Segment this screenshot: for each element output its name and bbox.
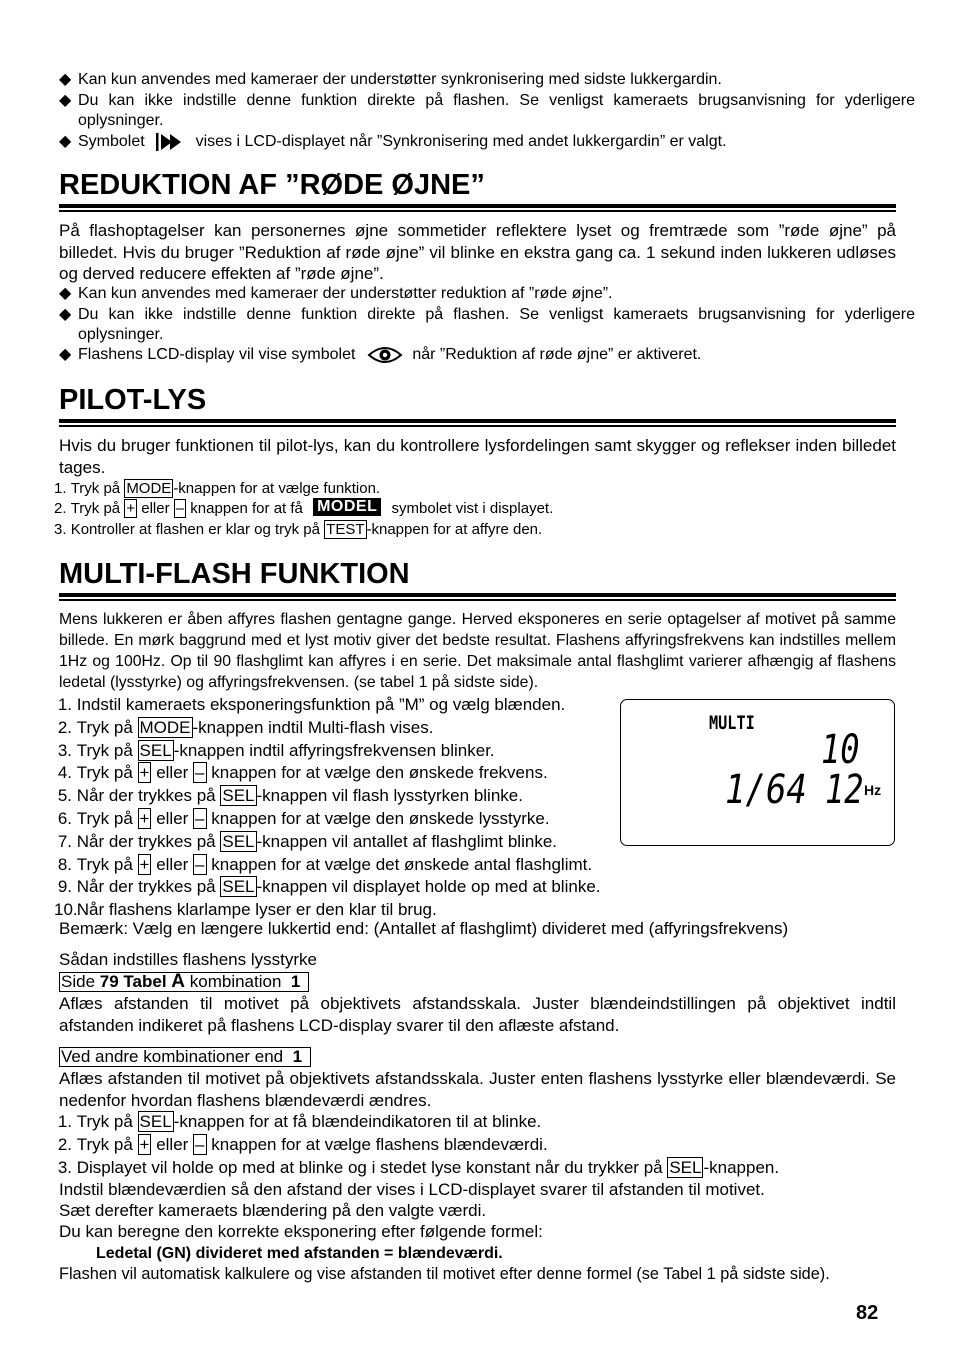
step-text: -knappen.	[703, 1157, 780, 1177]
lcd-mode-label: MULTI	[709, 712, 755, 734]
step-number: 4.	[57, 763, 72, 783]
power-heading: Sådan indstilles flashens lysstyrke	[59, 950, 317, 969]
step-number: 1.	[57, 695, 72, 714]
step-text: -knappen indtil Multi-flash vises.	[192, 717, 434, 737]
step-text: Tryk på	[76, 1134, 133, 1154]
multi-paragraph: Mens lukkeren er åben affyres flashen gentagne gange. Herved eksponeres en serie optagelser af motivet på samme billede. En mørk baggrund med et lyst motiv giver det bedste resultat. Flashens affyringsfrekvens kan indstilles mellem 1Hz og 100Hz. Op til 90 flashglimt kan affyres i en serie. Det maksimale antal flashglimt varierer afhængig af flashens ledetal (lysstyrke) og affyringsfrekvensen. (se tabel 1 på sidste side).	[59, 611, 896, 691]
rear-curtain-sync-icon	[155, 132, 187, 152]
diamond-bullet-icon: ◆	[59, 92, 72, 109]
lcd-flash-count: 10	[821, 727, 860, 773]
bullet-item: ◆ Du kan ikke indstille denne funktion direkte på flashen. Se venligst kameraets brugsanvisning for yderligere oplysninger.	[59, 92, 915, 129]
power-line: Du kan beregne den korrekte eksponering efter følgende formel:	[59, 1222, 543, 1241]
diamond-bullet-icon: ◆	[59, 285, 72, 302]
key-label: SEL	[222, 786, 255, 806]
key-label: +	[139, 809, 150, 828]
heading-rule-thin	[59, 210, 896, 212]
bullet-item: ◆ Kan kun anvendes med kameraer der understøtter synkronisering med sidste lukkergardin.	[59, 71, 722, 88]
step-number: 7.	[57, 831, 72, 851]
step-text: knappen for at vælge det ønskede antal flashglimt.	[211, 854, 593, 874]
key-label: SEL	[139, 1112, 172, 1131]
key-label: SEL	[139, 740, 172, 760]
step-text: Når flashens klarlampe lyser er den klar til brug.	[76, 900, 437, 920]
diamond-bullet-icon: ◆	[59, 306, 72, 323]
page-number: 82	[856, 1302, 879, 1324]
step-text: eller	[156, 809, 189, 828]
diamond-bullet-icon: ◆	[59, 133, 72, 151]
step-text: Når der trykkes på	[76, 786, 216, 806]
step-text: eller	[156, 1134, 189, 1154]
step-item	[54, 876, 891, 899]
step-number: 5.	[57, 786, 72, 806]
lcd-frequency-unit: Hz	[864, 782, 882, 798]
key-label: MODE	[139, 717, 191, 737]
pilot-step-3: 3. Kontroller at flashen er klar og tryk på TEST -knappen for at affyre den.	[54, 521, 543, 538]
step-text: Tryk på	[76, 740, 133, 760]
red-eye-icon	[367, 345, 403, 365]
step-text: eller	[156, 854, 189, 874]
mode-key: MODE	[126, 480, 172, 497]
lcd-display	[620, 699, 895, 846]
step-text: eller	[156, 763, 189, 783]
section-title-multi: MULTI-FLASH FUNKTION	[59, 558, 410, 590]
key-label: +	[139, 763, 150, 783]
step-number: 8.	[57, 854, 72, 874]
lcd-power-value: 1/64	[725, 767, 807, 813]
pilot-paragraph: Hvis du bruger funktionen til pilot-lys, kan du kontrollere lysfordelingen samt skygger og reflekser inden billedet tages.	[59, 436, 896, 477]
step-text: Tryk på	[76, 809, 133, 828]
red-eye-paragraph: På flashoptagelser kan personernes øjne sommetider reflektere lyset og fremtræde som ”røde øjne” på billedet. Hvis du bruger ”Reduktion af røde øjne” vil blinke en ekstra gang ca. 1 sekund inden lukkeren udløses og derved reducere effekten af ”røde øjne”.	[59, 221, 896, 283]
step-text: Tryk på	[76, 854, 133, 874]
step-text: -knappen indtil affyringsfrekvensen blinker.	[173, 740, 495, 760]
step-number: 10.	[54, 900, 78, 920]
bullet-item: ◆ Du kan ikke indstille denne funktion direkte på flashen. Se venligst kameraets brugsanvisning for yderligere oplysninger.	[59, 306, 915, 343]
heading-rule	[59, 204, 896, 208]
diamond-bullet-icon: ◆	[59, 71, 72, 88]
model-badge: MODEL	[313, 498, 381, 516]
step-number: 2.	[57, 717, 72, 737]
key-label: –	[195, 763, 205, 783]
step-number: 6.	[57, 809, 72, 828]
combination-box-1: Side 79 Tabel A kombination 1	[59, 972, 896, 992]
bullet-item: ◆ Kan kun anvendes med kameraer der understøtter reduktion af ”røde øjne”.	[59, 285, 613, 302]
step-number: 3.	[57, 1157, 72, 1177]
step-text: Displayet vil holde op med at blinke og i stedet lyse konstant når du trykker på	[76, 1157, 663, 1177]
plus-key: +	[126, 500, 136, 517]
minus-key: –	[175, 500, 185, 517]
pilot-step-1: 1. Tryk på MODE -knappen for at vælge funktion.	[54, 480, 381, 497]
key-label: –	[195, 854, 205, 874]
combination-box-2: Ved andre kombinationer end 1	[59, 1047, 896, 1067]
step-text: -knappen vil flash lysstyrken blinke.	[256, 786, 523, 806]
step-item	[54, 1157, 891, 1180]
step-text: -knappen for at få blændeindikatoren til at blinke.	[173, 1112, 542, 1131]
key-label: SEL	[669, 1157, 702, 1177]
step-number: 1.	[57, 1112, 72, 1131]
step-text: knappen for at vælge den ønskede lysstyrke.	[211, 809, 550, 828]
step-text: knappen for at vælge flashens blændeværdi.	[211, 1134, 548, 1154]
step-item	[54, 1134, 891, 1157]
step-text: -knappen vil displayet holde op med at blinke.	[256, 877, 601, 897]
step-number: 3.	[57, 740, 72, 760]
step-text: Tryk på	[76, 763, 133, 783]
heading-rule	[59, 593, 896, 597]
formula: Ledetal (GN) divideret med afstanden = blændeværdi.	[96, 1245, 503, 1262]
heading-rule	[59, 419, 896, 423]
section-title-red-eye: REDUKTION AF ”RØDE ØJNE”	[59, 169, 485, 201]
multi-note: Bemærk: Vælg en længere lukkertid end: (Antallet af flashglimt) divideret med (affyringsfrekvens)	[59, 919, 789, 938]
key-label: SEL	[222, 831, 255, 851]
step-item	[54, 1111, 891, 1134]
pilot-step-2: 2. Tryk på + eller – knappen for at få MODEL symbolet vist i displayet.	[54, 498, 554, 517]
test-key: TEST	[326, 521, 365, 538]
key-label: –	[195, 809, 205, 828]
bullet-item-symbol: ◆ Flashens LCD-display vil vise symbolet når ”Reduktion af røde øjne” er aktiveret.	[59, 346, 702, 364]
step-text: Når der trykkes på	[76, 877, 216, 897]
step-text: Tryk på	[76, 717, 133, 737]
diamond-bullet-icon: ◆	[59, 346, 72, 364]
step-text: Tryk på	[76, 1112, 133, 1131]
heading-rule-thin	[59, 425, 896, 427]
step-number: 9.	[57, 877, 72, 897]
section-title-pilot: PILOT-LYS	[59, 384, 207, 416]
step-item	[54, 854, 891, 877]
power-paragraph-1: Aflæs afstanden til motivet på objektivets afstandsskala. Juster blændeindstillingen på objektivet indtil afstanden indikeret på flashens LCD-display svarer til den aflæste afstand.	[59, 994, 896, 1035]
key-label: SEL	[222, 877, 255, 897]
key-label: +	[139, 1134, 150, 1154]
power-line: Indstil blændeværdien så den afstand der vises i LCD-displayet svarer til afstanden til motivet.	[59, 1180, 765, 1199]
step-text: Når der trykkes på	[76, 831, 216, 851]
power-last-line: Flashen vil automatisk kalkulere og vise afstanden til motivet efter denne formel (se Tabel 1 på sidste side).	[59, 1265, 830, 1283]
step-text: -knappen vil antallet af flashglimt blinke.	[256, 831, 557, 851]
lcd-frequency-value: 12	[825, 767, 864, 813]
key-label: –	[195, 1134, 205, 1154]
step-number: 2.	[57, 1134, 72, 1154]
key-label: +	[139, 854, 150, 874]
power-line: Sæt derefter kameraets blændering på den valgte værdi.	[59, 1201, 487, 1220]
heading-rule-thin	[59, 599, 896, 601]
power-paragraph-2: Aflæs afstanden til motivet på objektivets afstandsskala. Juster enten flashens lysstyrke eller blændeværdi. Se nedenfor hvordan flashens blændeværdi ændres.	[59, 1069, 896, 1110]
bullet-item-symbol: ◆ Symbolet vises i LCD-displayet når ”Synkronisering med andet lukkergardin” er valgt.	[59, 133, 727, 151]
step-text: Indstil kameraets eksponeringsfunktion på ”M” og vælg blænden.	[76, 695, 566, 714]
step-text: knappen for at vælge den ønskede frekvens.	[211, 763, 548, 783]
